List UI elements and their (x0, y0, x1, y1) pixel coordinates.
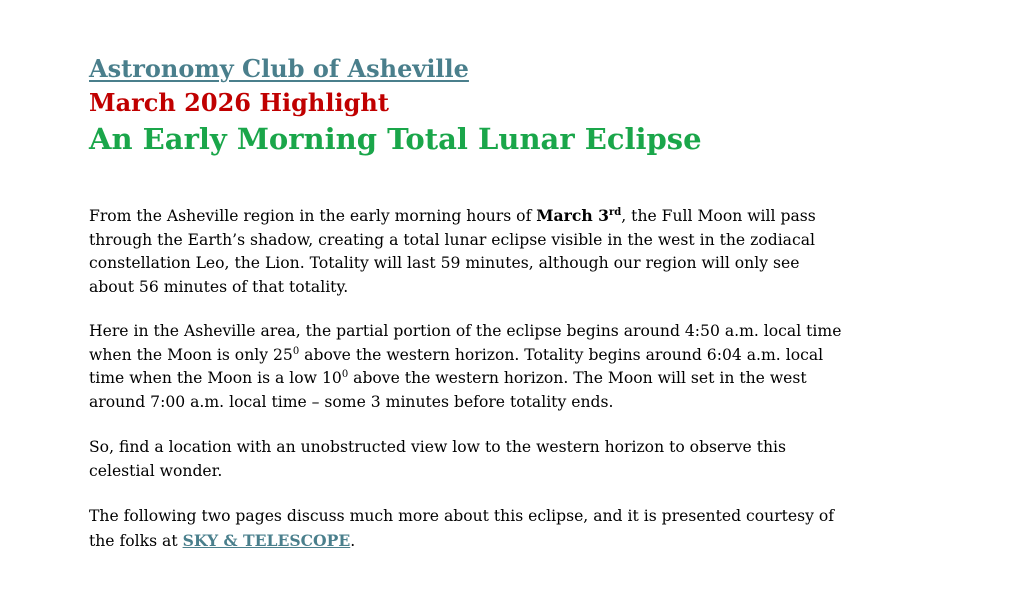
sky-telescope-link[interactable]: SKY & TELESCOPE (182, 530, 351, 550)
text-run: . (350, 531, 356, 550)
paragraph-line (89, 344, 841, 368)
header (89, 52, 949, 158)
text-run: when the Moon is only 25 (89, 345, 293, 364)
paragraph-line: celestial wonder. (89, 461, 223, 480)
text-run: From the Asheville region in the early morning hours of (89, 207, 537, 225)
text-run: , the Full Moon will pass (621, 207, 816, 225)
page-title: An Early Morning Total Lunar Eclipse (89, 122, 702, 156)
paragraph-line: through the Earth’s shadow, creating a total lunar eclipse visible in the west in the zodiacal (89, 230, 815, 249)
date-ordinal: rd (609, 206, 622, 218)
paragraph-line: about 56 minutes of that totality. (89, 277, 349, 296)
paragraph-line: constellation Leo, the Lion. Totality will last 59 minutes, although our region will only see (89, 254, 800, 272)
degree-mark: 0 (292, 345, 300, 357)
paragraph-line (89, 367, 841, 391)
paragraph-courtesy (89, 505, 834, 553)
club-name-heading: Astronomy Club of Asheville (89, 54, 469, 83)
paragraph-line: The following two pages discuss much more about this eclipse, and it is presented courtesy of (89, 507, 835, 525)
paragraph-line (89, 529, 834, 554)
paragraph-times (89, 320, 841, 414)
paragraph-line (89, 204, 816, 229)
eclipse-date (536, 206, 621, 225)
degree-mark: 0 (341, 368, 349, 380)
paragraph-viewing-advice (89, 436, 786, 483)
paragraph-line: So, find a location with an unobstructed view low to the western horizon to observe this (89, 438, 787, 456)
date-text: March 3 (536, 206, 609, 225)
paragraph-line: Here in the Asheville area, the partial portion of the eclipse begins around 4:50 a.m. local time (89, 322, 842, 340)
text-run: above the western horizon. Totality begins around 6:04 a.m. local (299, 345, 824, 364)
document-page (89, 52, 949, 550)
highlight-heading: March 2026 Highlight (89, 88, 389, 117)
paragraph-intro (89, 204, 816, 299)
paragraph-line: around 7:00 a.m. local time – some 3 minutes before totality ends. (89, 392, 614, 411)
text-run: the folks at (89, 531, 183, 550)
text-run: above the western horizon. The Moon will set in the west (348, 369, 807, 387)
text-run: time when the Moon is a low 10 (89, 369, 342, 387)
